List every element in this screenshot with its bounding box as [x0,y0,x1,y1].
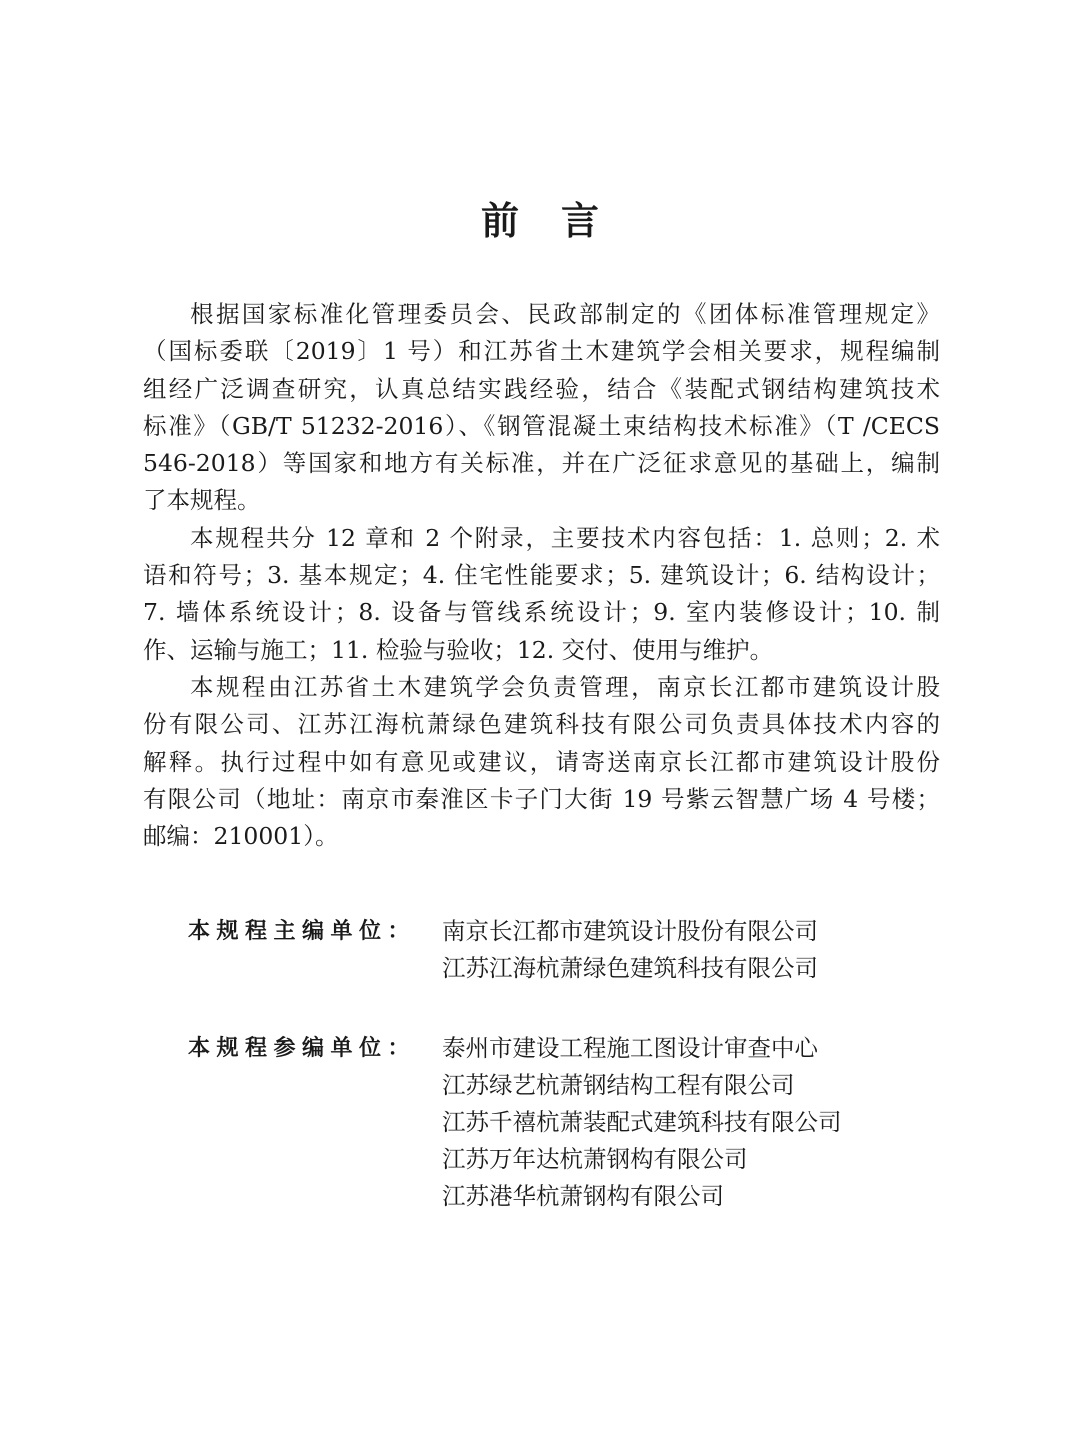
chief-unit-name: 江苏江海杭萧绿色建筑科技有限公司 [442,954,818,982]
participating-unit-name: 泰州市建设工程施工图设计审查中心 [442,1034,818,1062]
paragraph-line: 本规程共分 12 章和 2 个附录，主要技术内容包括：1. 总则；2. 术 [190,523,940,552]
paragraph-line: 了本规程。 [143,486,261,515]
chief-units-block [188,913,948,982]
title-char-2: 言 [561,199,600,243]
paragraph-line: 标准》（GB/T 51232-2016）、《钢管混凝土束结构技术标准》（T /CECS [143,411,940,440]
paragraph-line: 作、运输与施工；11. 检验与验收；12. 交付、使用与维护。 [143,635,774,664]
chief-units-row [188,913,948,982]
paragraph-line: 本规程由江苏省土木建筑学会负责管理，南京长江都市建筑设计股 [190,672,940,701]
paragraph-line: 解释。执行过程中如有意见或建议，请寄送南京长江都市建筑设计股份 [143,747,940,776]
chief-units-label: 本规程主编单位： [188,919,417,944]
participating-unit-name: 江苏港华杭萧钢构有限公司 [442,1182,724,1210]
participating-units-block [188,1030,948,1210]
participating-unit-name: 江苏绿艺杭萧钢结构工程有限公司 [442,1071,795,1099]
participating-unit-name: 江苏万年达杭萧钢构有限公司 [442,1145,748,1173]
paragraph-line: 邮编：210001）。 [143,822,339,851]
paragraph-line: 根据国家标准化管理委员会、民政部制定的《团体标准管理规定》 [190,300,940,328]
paragraph-line: 546-2018）等国家和地方有关标准，并在广泛征求意见的基础上，编制 [143,449,940,478]
paragraph-line: 份有限公司、江苏江海杭萧绿色建筑科技有限公司负责具体技术内容的 [143,710,940,739]
paragraph-line: 组经广泛调查研究，认真总结实践经验，结合《装配式钢结构建筑技术 [143,374,940,403]
paragraph-line: （国标委联〔2019〕1 号）和江苏省土木建筑学会相关要求，规程编制 [143,337,940,366]
chief-unit-name: 南京长江都市建筑设计股份有限公司 [442,917,818,945]
paragraph-line: 语和符号；3. 基本规定；4. 住宅性能要求；5. 建筑设计；6. 结构设计； [143,561,940,590]
participating-units-row [188,1030,948,1210]
paragraph-line: 有限公司（地址：南京市秦淮区卡子门大街 19 号紫云智慧广场 4 号楼； [143,784,940,813]
chief-units-list [442,913,818,982]
preface-body [143,296,940,855]
participating-units-label: 本规程参编单位： [188,1036,417,1061]
participating-unit-name: 江苏千禧杭萧装配式建筑科技有限公司 [442,1108,842,1136]
page-title [0,190,1080,245]
participating-units-list [442,1030,842,1210]
paragraph-line: 7. 墙体系统设计；8. 设备与管线系统设计；9. 室内装修设计；10. 制 [143,598,940,627]
title-char-1: 前 [480,199,519,243]
